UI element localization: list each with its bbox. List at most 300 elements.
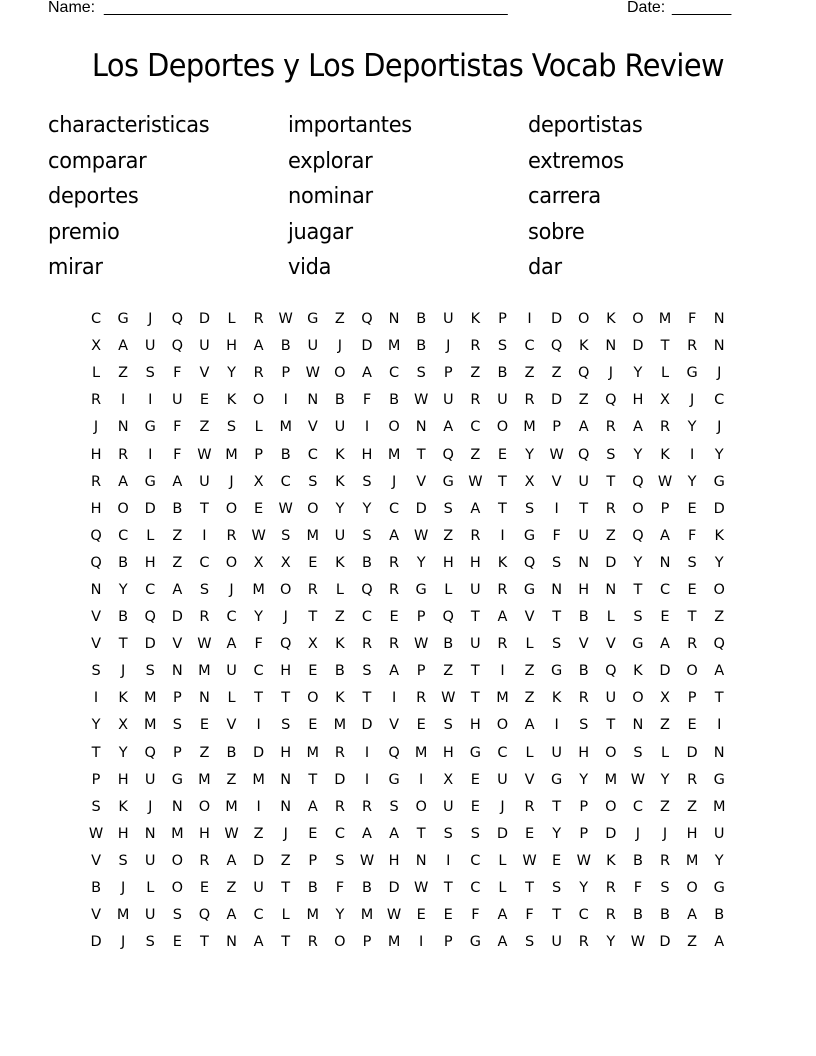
grid-letter[interactable]: L bbox=[660, 365, 670, 382]
grid-letter[interactable]: Y bbox=[91, 717, 101, 734]
grid-letter[interactable]: B bbox=[280, 446, 291, 463]
grid-letter[interactable]: Z bbox=[470, 446, 481, 463]
grid-letter[interactable]: S bbox=[226, 419, 237, 436]
grid-letter[interactable]: S bbox=[687, 554, 697, 571]
grid-letter[interactable]: Q bbox=[361, 581, 373, 598]
grid-letter[interactable]: J bbox=[608, 365, 613, 382]
grid-letter[interactable]: T bbox=[498, 473, 507, 490]
grid-letter[interactable]: W bbox=[88, 825, 104, 842]
grid-letter[interactable]: U bbox=[497, 392, 508, 409]
grid-letter[interactable]: J bbox=[121, 880, 126, 897]
grid-letter[interactable]: M bbox=[252, 581, 265, 598]
grid-letter[interactable]: N bbox=[171, 663, 183, 680]
grid-letter[interactable]: K bbox=[335, 554, 345, 571]
grid-letter[interactable]: W bbox=[414, 392, 429, 409]
grid-letter[interactable]: Q bbox=[523, 554, 536, 571]
grid-letter[interactable]: F bbox=[335, 880, 345, 897]
grid-letter[interactable]: N bbox=[551, 581, 563, 598]
grid-letter[interactable]: V bbox=[91, 907, 101, 924]
grid-letter[interactable]: T bbox=[606, 717, 616, 734]
grid-letter[interactable]: X bbox=[253, 473, 264, 490]
grid-letter[interactable]: G bbox=[523, 581, 536, 598]
grid-letter[interactable]: B bbox=[389, 392, 400, 409]
grid-letter[interactable]: N bbox=[632, 717, 644, 734]
grid-letter[interactable]: U bbox=[253, 880, 264, 897]
grid-letter[interactable]: Q bbox=[144, 609, 156, 626]
grid-letter[interactable]: Z bbox=[334, 609, 345, 626]
grid-letter[interactable]: E bbox=[470, 771, 480, 788]
grid-letter[interactable]: T bbox=[308, 609, 318, 626]
date-field[interactable]: _______ bbox=[672, 0, 731, 16]
grid-letter[interactable]: R bbox=[334, 798, 345, 815]
grid-letter[interactable]: T bbox=[416, 446, 426, 463]
grid-letter[interactable]: C bbox=[253, 907, 264, 924]
grid-letter[interactable]: W bbox=[414, 880, 429, 897]
grid-letter[interactable]: R bbox=[470, 338, 481, 355]
grid-letter[interactable]: R bbox=[578, 690, 589, 707]
grid-letter[interactable]: E bbox=[524, 825, 535, 842]
grid-letter[interactable]: K bbox=[633, 663, 643, 680]
grid-letter[interactable]: C bbox=[470, 419, 481, 436]
grid-letter[interactable]: C bbox=[118, 527, 129, 544]
grid-letter[interactable]: N bbox=[307, 392, 319, 409]
grid-letter[interactable]: A bbox=[389, 663, 400, 680]
grid-letter[interactable]: P bbox=[579, 798, 589, 815]
grid-letter[interactable]: I bbox=[391, 690, 397, 707]
grid-letter[interactable]: B bbox=[416, 338, 427, 355]
grid-letter[interactable]: S bbox=[660, 880, 670, 897]
grid-letter[interactable]: B bbox=[714, 907, 725, 924]
grid-letter[interactable]: Q bbox=[550, 338, 563, 355]
grid-letter[interactable]: O bbox=[415, 798, 427, 815]
grid-letter[interactable]: E bbox=[308, 825, 318, 842]
grid-letter[interactable]: P bbox=[660, 500, 670, 517]
grid-letter[interactable]: D bbox=[144, 636, 156, 653]
grid-letter[interactable]: J bbox=[229, 473, 234, 490]
grid-letter[interactable]: L bbox=[606, 609, 615, 626]
grid-letter[interactable]: J bbox=[717, 365, 722, 382]
grid-letter[interactable]: O bbox=[713, 581, 725, 598]
grid-letter[interactable]: A bbox=[118, 473, 129, 490]
grid-letter[interactable]: A bbox=[226, 852, 237, 869]
grid-letter[interactable]: B bbox=[497, 365, 508, 382]
grid-letter[interactable]: M bbox=[306, 744, 320, 761]
grid-letter[interactable]: L bbox=[525, 636, 534, 653]
grid-letter[interactable]: E bbox=[308, 554, 318, 571]
grid-letter[interactable]: H bbox=[144, 554, 156, 571]
grid-letter[interactable]: H bbox=[117, 771, 129, 788]
grid-letter[interactable]: V bbox=[226, 717, 237, 734]
grid-letter[interactable]: W bbox=[630, 771, 646, 788]
grid-letter[interactable]: J bbox=[446, 338, 451, 355]
grid-letter[interactable]: J bbox=[283, 825, 288, 842]
grid-letter[interactable]: J bbox=[717, 419, 722, 436]
grid-letter[interactable]: U bbox=[605, 690, 617, 707]
grid-letter[interactable]: I bbox=[93, 690, 99, 707]
grid-letter[interactable]: M bbox=[604, 771, 618, 788]
grid-letter[interactable]: O bbox=[307, 690, 319, 707]
grid-letter[interactable]: E bbox=[687, 717, 697, 734]
grid-letter[interactable]: I bbox=[256, 717, 261, 734]
grid-letter[interactable]: E bbox=[416, 907, 426, 924]
grid-letter[interactable]: S bbox=[470, 825, 480, 842]
grid-letter[interactable]: B bbox=[334, 392, 345, 409]
grid-letter[interactable]: R bbox=[91, 473, 102, 490]
grid-letter[interactable]: D bbox=[198, 311, 210, 328]
grid-letter[interactable]: T bbox=[633, 581, 643, 598]
grid-letter[interactable]: O bbox=[578, 311, 590, 328]
grid-letter[interactable]: L bbox=[525, 744, 534, 761]
grid-letter[interactable]: F bbox=[687, 527, 697, 544]
grid-letter[interactable]: A bbox=[253, 934, 264, 951]
grid-letter[interactable]: N bbox=[198, 690, 210, 707]
grid-letter[interactable]: N bbox=[713, 338, 725, 355]
grid-letter[interactable]: T bbox=[470, 663, 480, 680]
grid-letter[interactable]: I bbox=[364, 771, 370, 788]
grid-letter[interactable]: C bbox=[470, 852, 481, 869]
grid-letter[interactable]: I bbox=[283, 392, 288, 409]
grid-letter[interactable]: M bbox=[143, 717, 157, 734]
grid-letter[interactable]: D bbox=[496, 825, 509, 842]
grid-letter[interactable]: F bbox=[362, 392, 372, 409]
grid-letter[interactable]: A bbox=[497, 907, 508, 924]
grid-letter[interactable]: W bbox=[197, 636, 212, 653]
grid-letter[interactable]: V bbox=[605, 636, 616, 653]
grid-letter[interactable]: W bbox=[549, 446, 564, 463]
grid-letter[interactable]: Q bbox=[90, 554, 102, 571]
grid-letter[interactable]: G bbox=[551, 771, 563, 788]
grid-letter[interactable]: E bbox=[199, 880, 209, 897]
grid-letter[interactable]: B bbox=[362, 554, 372, 571]
grid-letter[interactable]: Y bbox=[633, 365, 643, 382]
grid-letter[interactable]: A bbox=[497, 934, 508, 951]
grid-letter[interactable]: H bbox=[280, 744, 292, 761]
grid-letter[interactable]: R bbox=[497, 581, 508, 598]
grid-letter[interactable]: Y bbox=[335, 907, 345, 924]
grid-letter[interactable]: U bbox=[470, 636, 481, 653]
grid-letter[interactable]: C bbox=[389, 365, 400, 382]
grid-letter[interactable]: F bbox=[173, 446, 182, 463]
grid-letter[interactable]: W bbox=[522, 852, 537, 869]
grid-letter[interactable]: R bbox=[659, 419, 671, 436]
grid-letter[interactable]: U bbox=[713, 825, 725, 842]
grid-letter[interactable]: R bbox=[389, 554, 400, 571]
grid-letter[interactable]: A bbox=[226, 636, 237, 653]
grid-letter[interactable]: W bbox=[630, 934, 646, 951]
grid-letter[interactable]: I bbox=[554, 717, 559, 734]
grid-letter[interactable]: R bbox=[470, 392, 481, 409]
grid-letter[interactable]: M bbox=[279, 419, 292, 436]
grid-letter[interactable]: V bbox=[416, 473, 427, 490]
grid-letter[interactable]: R bbox=[361, 798, 373, 815]
grid-letter[interactable]: W bbox=[224, 825, 239, 842]
grid-letter[interactable]: D bbox=[605, 825, 617, 842]
grid-letter[interactable]: W bbox=[251, 527, 266, 544]
grid-letter[interactable]: Y bbox=[714, 554, 724, 571]
grid-letter[interactable]: O bbox=[605, 798, 617, 815]
grid-letter[interactable]: D bbox=[713, 500, 725, 517]
grid-letter[interactable]: A bbox=[389, 527, 400, 544]
grid-letter[interactable]: A bbox=[714, 934, 725, 951]
grid-letter[interactable]: T bbox=[687, 609, 697, 626]
grid-letter[interactable]: W bbox=[657, 473, 673, 490]
grid-letter[interactable]: Y bbox=[579, 771, 589, 788]
grid-letter[interactable]: T bbox=[362, 690, 372, 707]
grid-letter[interactable]: M bbox=[523, 419, 536, 436]
grid-letter[interactable]: S bbox=[172, 717, 182, 734]
grid-letter[interactable]: W bbox=[386, 907, 402, 924]
grid-letter[interactable]: R bbox=[118, 446, 129, 463]
grid-letter[interactable]: L bbox=[254, 419, 263, 436]
grid-letter[interactable]: L bbox=[281, 907, 290, 924]
grid-letter[interactable]: B bbox=[280, 338, 291, 355]
grid-letter[interactable]: Y bbox=[579, 880, 589, 897]
grid-letter[interactable]: O bbox=[279, 581, 292, 598]
grid-letter[interactable]: W bbox=[414, 527, 429, 544]
grid-letter[interactable]: V bbox=[578, 636, 589, 653]
grid-letter[interactable]: S bbox=[524, 500, 535, 517]
grid-letter[interactable]: W bbox=[414, 636, 429, 653]
grid-letter[interactable]: R bbox=[605, 907, 616, 924]
grid-letter[interactable]: A bbox=[687, 907, 698, 924]
grid-letter[interactable]: Z bbox=[470, 365, 481, 382]
grid-letter[interactable]: J bbox=[689, 392, 695, 409]
grid-letter[interactable]: D bbox=[551, 311, 563, 328]
grid-letter[interactable]: G bbox=[117, 311, 129, 328]
grid-letter[interactable]: Z bbox=[172, 554, 183, 571]
grid-letter[interactable]: D bbox=[171, 609, 183, 626]
grid-letter[interactable]: N bbox=[280, 798, 292, 815]
grid-letter[interactable]: V bbox=[524, 771, 535, 788]
grid-letter[interactable]: P bbox=[443, 365, 453, 382]
grid-letter[interactable]: V bbox=[91, 636, 101, 653]
grid-letter[interactable]: S bbox=[362, 473, 372, 490]
grid-letter[interactable]: D bbox=[659, 934, 671, 951]
grid-letter[interactable]: S bbox=[362, 663, 372, 680]
grid-letter[interactable]: Y bbox=[714, 852, 724, 869]
grid-letter[interactable]: U bbox=[442, 798, 454, 815]
grid-letter[interactable]: U bbox=[334, 419, 346, 436]
grid-letter[interactable]: N bbox=[226, 934, 237, 951]
grid-letter[interactable]: B bbox=[362, 880, 372, 897]
grid-letter[interactable]: I bbox=[121, 392, 126, 409]
grid-letter[interactable]: B bbox=[118, 554, 129, 571]
grid-letter[interactable]: T bbox=[525, 880, 534, 897]
grid-letter[interactable]: S bbox=[606, 446, 616, 463]
grid-letter[interactable]: I bbox=[446, 852, 451, 869]
grid-letter[interactable]: P bbox=[172, 690, 182, 707]
grid-letter[interactable]: Y bbox=[714, 446, 724, 463]
grid-letter[interactable]: R bbox=[361, 636, 373, 653]
grid-letter[interactable]: R bbox=[226, 527, 237, 544]
grid-letter[interactable]: Z bbox=[334, 311, 345, 328]
grid-letter[interactable]: B bbox=[443, 636, 454, 653]
grid-letter[interactable]: Q bbox=[90, 527, 102, 544]
grid-letter[interactable]: R bbox=[199, 852, 210, 869]
grid-letter[interactable]: S bbox=[389, 798, 399, 815]
grid-letter[interactable]: C bbox=[659, 581, 671, 598]
grid-letter[interactable]: H bbox=[469, 717, 481, 734]
grid-letter[interactable]: M bbox=[171, 825, 184, 842]
grid-letter[interactable]: G bbox=[415, 581, 427, 598]
grid-letter[interactable]: Q bbox=[144, 744, 156, 761]
grid-letter[interactable]: H bbox=[198, 825, 210, 842]
grid-letter[interactable]: H bbox=[632, 392, 644, 409]
grid-letter[interactable]: X bbox=[91, 338, 102, 355]
grid-letter[interactable]: L bbox=[146, 880, 155, 897]
grid-letter[interactable]: A bbox=[524, 717, 535, 734]
grid-letter[interactable]: Y bbox=[335, 500, 345, 517]
grid-letter[interactable]: V bbox=[172, 636, 183, 653]
grid-letter[interactable]: L bbox=[146, 527, 155, 544]
grid-letter[interactable]: F bbox=[173, 419, 182, 436]
grid-letter[interactable]: K bbox=[497, 554, 508, 571]
grid-letter[interactable]: I bbox=[689, 446, 695, 463]
grid-letter[interactable]: A bbox=[362, 365, 372, 382]
grid-letter[interactable]: E bbox=[416, 717, 426, 734]
grid-letter[interactable]: Q bbox=[632, 527, 644, 544]
grid-letter[interactable]: B bbox=[91, 880, 102, 897]
grid-letter[interactable]: A bbox=[172, 581, 183, 598]
grid-letter[interactable]: T bbox=[308, 771, 318, 788]
grid-letter[interactable]: K bbox=[606, 852, 616, 869]
grid-letter[interactable]: C bbox=[714, 392, 725, 409]
grid-letter[interactable]: P bbox=[552, 419, 562, 436]
grid-letter[interactable]: I bbox=[419, 771, 424, 788]
grid-letter[interactable]: B bbox=[226, 744, 237, 761]
grid-letter[interactable]: E bbox=[660, 609, 670, 626]
grid-letter[interactable]: C bbox=[497, 744, 508, 761]
grid-letter[interactable]: P bbox=[579, 825, 589, 842]
grid-letter[interactable]: N bbox=[578, 554, 590, 571]
grid-letter[interactable]: S bbox=[199, 581, 210, 598]
grid-letter[interactable]: U bbox=[470, 581, 481, 598]
grid-letter[interactable]: P bbox=[91, 771, 101, 788]
grid-letter[interactable]: V bbox=[91, 852, 101, 869]
grid-letter[interactable]: G bbox=[632, 636, 644, 653]
grid-letter[interactable]: G bbox=[469, 744, 481, 761]
grid-letter[interactable]: O bbox=[632, 500, 644, 517]
grid-letter[interactable]: C bbox=[307, 446, 318, 463]
grid-letter[interactable]: G bbox=[442, 473, 454, 490]
grid-letter[interactable]: K bbox=[551, 690, 562, 707]
grid-letter[interactable]: B bbox=[632, 907, 643, 924]
grid-letter[interactable]: H bbox=[578, 581, 590, 598]
grid-letter[interactable]: J bbox=[662, 825, 668, 842]
grid-letter[interactable]: Q bbox=[578, 365, 590, 382]
grid-letter[interactable]: R bbox=[687, 636, 698, 653]
grid-letter[interactable]: P bbox=[498, 311, 507, 328]
grid-letter[interactable]: K bbox=[118, 798, 128, 815]
grid-letter[interactable]: W bbox=[278, 500, 293, 517]
grid-letter[interactable]: N bbox=[415, 419, 427, 436]
grid-letter[interactable]: E bbox=[687, 581, 697, 598]
grid-letter[interactable]: X bbox=[660, 392, 670, 409]
grid-letter[interactable]: C bbox=[253, 663, 264, 680]
grid-letter[interactable]: O bbox=[198, 798, 211, 815]
grid-letter[interactable]: Z bbox=[660, 798, 670, 815]
grid-letter[interactable]: B bbox=[632, 852, 643, 869]
grid-letter[interactable]: F bbox=[173, 365, 182, 382]
grid-letter[interactable]: G bbox=[144, 419, 156, 436]
grid-letter[interactable]: L bbox=[227, 690, 236, 707]
grid-letter[interactable]: O bbox=[496, 717, 509, 734]
grid-letter[interactable]: S bbox=[118, 852, 128, 869]
grid-letter[interactable]: A bbox=[226, 907, 237, 924]
grid-letter[interactable]: S bbox=[145, 934, 155, 951]
grid-letter[interactable]: S bbox=[633, 609, 643, 626]
grid-letter[interactable]: B bbox=[578, 663, 589, 680]
grid-letter[interactable]: A bbox=[714, 663, 725, 680]
grid-letter[interactable]: D bbox=[605, 554, 617, 571]
grid-letter[interactable]: S bbox=[145, 663, 155, 680]
grid-letter[interactable]: N bbox=[90, 581, 102, 598]
grid-letter[interactable]: Z bbox=[226, 880, 237, 897]
grid-letter[interactable]: H bbox=[90, 446, 102, 463]
grid-letter[interactable]: S bbox=[443, 717, 453, 734]
grid-letter[interactable]: C bbox=[226, 609, 237, 626]
grid-letter[interactable]: U bbox=[307, 338, 319, 355]
grid-letter[interactable]: U bbox=[551, 934, 562, 951]
grid-letter[interactable]: U bbox=[199, 338, 210, 355]
grid-letter[interactable]: S bbox=[91, 663, 101, 680]
grid-letter[interactable]: A bbox=[253, 338, 264, 355]
grid-letter[interactable]: Y bbox=[687, 419, 697, 436]
grid-letter[interactable]: Q bbox=[578, 446, 590, 463]
grid-letter[interactable]: I bbox=[500, 527, 505, 544]
grid-letter[interactable]: U bbox=[442, 311, 454, 328]
grid-letter[interactable]: E bbox=[389, 609, 399, 626]
grid-letter[interactable]: S bbox=[281, 717, 291, 734]
grid-letter[interactable]: P bbox=[308, 852, 318, 869]
grid-letter[interactable]: Z bbox=[524, 690, 535, 707]
grid-letter[interactable]: P bbox=[416, 663, 426, 680]
grid-letter[interactable]: S bbox=[579, 717, 589, 734]
grid-letter[interactable]: M bbox=[198, 771, 211, 788]
grid-letter[interactable]: A bbox=[307, 798, 318, 815]
grid-letter[interactable]: R bbox=[389, 636, 400, 653]
grid-letter[interactable]: Q bbox=[605, 392, 617, 409]
grid-letter[interactable]: T bbox=[254, 690, 264, 707]
grid-letter[interactable]: I bbox=[717, 717, 722, 734]
grid-letter[interactable]: K bbox=[335, 446, 345, 463]
grid-letter[interactable]: Q bbox=[713, 636, 725, 653]
grid-letter[interactable]: O bbox=[225, 500, 238, 517]
grid-letter[interactable]: R bbox=[687, 771, 698, 788]
grid-letter[interactable]: O bbox=[632, 690, 644, 707]
grid-letter[interactable]: S bbox=[281, 527, 291, 544]
grid-letter[interactable]: U bbox=[226, 663, 237, 680]
grid-letter[interactable]: T bbox=[606, 473, 616, 490]
grid-letter[interactable]: Z bbox=[280, 852, 291, 869]
grid-letter[interactable]: Y bbox=[227, 365, 236, 382]
grid-letter[interactable]: M bbox=[658, 311, 672, 328]
grid-letter[interactable]: J bbox=[391, 473, 397, 490]
grid-letter[interactable]: Z bbox=[687, 798, 698, 815]
grid-letter[interactable]: G bbox=[307, 311, 319, 328]
grid-letter[interactable]: U bbox=[144, 907, 156, 924]
grid-letter[interactable]: K bbox=[470, 311, 481, 328]
grid-letter[interactable]: Q bbox=[442, 609, 454, 626]
grid-letter[interactable]: H bbox=[117, 825, 129, 842]
grid-letter[interactable]: H bbox=[90, 500, 102, 517]
grid-letter[interactable]: E bbox=[687, 500, 697, 517]
grid-letter[interactable]: J bbox=[148, 311, 153, 328]
grid-letter[interactable]: K bbox=[335, 690, 345, 707]
grid-letter[interactable]: I bbox=[364, 744, 370, 761]
grid-letter[interactable]: D bbox=[686, 744, 698, 761]
grid-letter[interactable]: B bbox=[172, 500, 183, 517]
